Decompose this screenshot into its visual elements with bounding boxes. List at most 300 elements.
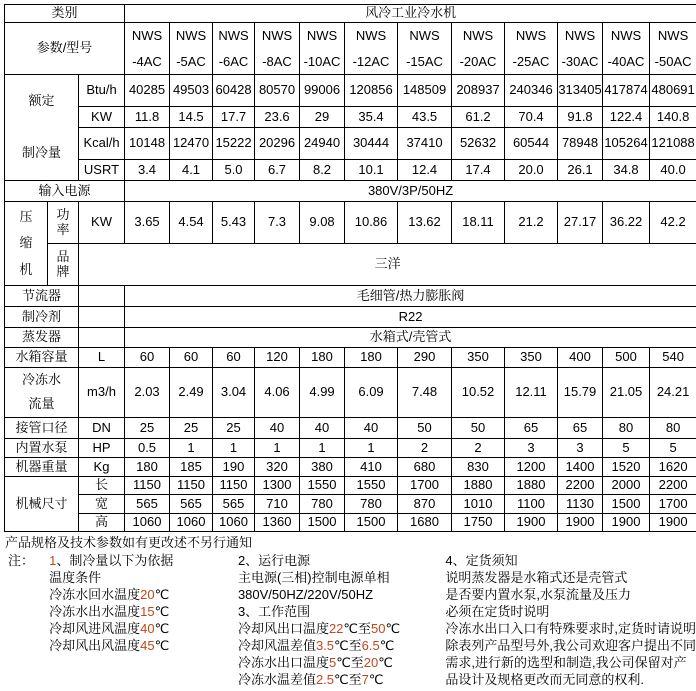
value-cell: 43.5 xyxy=(398,107,452,128)
value-cell: 65 xyxy=(505,418,558,439)
value-cell: 1060 xyxy=(170,514,213,532)
value-cell: 1620 xyxy=(650,458,696,477)
model-header-cell xyxy=(125,23,170,75)
note-line: 冷却风温差值3.5℃至6.5℃ xyxy=(237,638,395,653)
model-header-cell xyxy=(255,23,300,75)
compressor-brand-label-cell xyxy=(48,244,79,286)
compressor-power-label-cell-line: 功 xyxy=(56,206,70,222)
value-cell: 1150 xyxy=(213,477,255,495)
unit-cell: Kcal/h xyxy=(79,128,125,160)
table-row xyxy=(5,107,696,128)
value-cell: 17.7 xyxy=(213,107,255,128)
value-cell: 780 xyxy=(345,495,398,514)
merged-value-cell: 水箱式/壳管式 xyxy=(125,328,696,348)
value-cell: 15.79 xyxy=(558,368,603,418)
temperature-value: 15 xyxy=(140,604,155,619)
value-cell: 1060 xyxy=(213,514,255,532)
model-header-cell-line: NWS xyxy=(218,27,249,43)
temperature-value: 7 xyxy=(361,672,369,687)
value-cell: 60 xyxy=(213,348,255,368)
value-cell: 1700 xyxy=(650,495,696,514)
model-header-cell-line: -20AC xyxy=(459,53,497,69)
value-cell: 18.11 xyxy=(452,202,505,244)
unit-cell: KW xyxy=(79,202,125,244)
temperature-value: 50 xyxy=(371,621,386,636)
notes-column-2 xyxy=(238,552,445,688)
value-cell: 380 xyxy=(300,458,345,477)
value-cell: 20.0 xyxy=(505,160,558,181)
value-cell: 65 xyxy=(558,418,603,439)
value-cell: 140.8 xyxy=(650,107,696,128)
value-cell: 61.2 xyxy=(452,107,505,128)
value-cell: 12.11 xyxy=(505,368,558,418)
merged-value-cell: 毛细管/热力膨胀阀 xyxy=(125,286,696,307)
value-cell: 1 xyxy=(170,439,213,458)
empty-unit-cell xyxy=(79,328,125,348)
value-cell: 185 xyxy=(170,458,213,477)
note-line: 4、定货须知 xyxy=(445,553,518,568)
model-header-cell-line: NWS xyxy=(175,27,207,43)
value-cell: 1880 xyxy=(505,477,558,495)
value-cell: 21.2 xyxy=(505,202,558,244)
table-row xyxy=(5,75,696,107)
temperature-value: 5 xyxy=(328,655,337,670)
value-cell: 78948 xyxy=(558,128,603,160)
value-cell: 1 xyxy=(300,439,345,458)
value-cell: 3 xyxy=(558,439,603,458)
notes-column-1 xyxy=(49,552,238,688)
table-row xyxy=(5,495,696,514)
merged-value-cell: R22 xyxy=(125,307,696,328)
cooling-capacity-label-cell-line: 额定 xyxy=(28,93,55,109)
value-cell: 12.4 xyxy=(398,160,452,181)
value-cell: 36.22 xyxy=(603,202,650,244)
dimension-axis-cell: 高 xyxy=(79,514,125,532)
cooling-capacity-label-cell-line: 制冷量 xyxy=(21,145,61,161)
model-header-cell-line: -25AC xyxy=(512,53,550,69)
value-cell: 27.17 xyxy=(558,202,603,244)
value-cell: 29 xyxy=(300,107,345,128)
value-cell: 4.99 xyxy=(300,368,345,418)
table-row xyxy=(5,368,696,418)
value-cell: 40 xyxy=(255,418,300,439)
value-cell: 1 xyxy=(345,439,398,458)
value-cell: 2200 xyxy=(558,477,603,495)
value-cell: 10.52 xyxy=(452,368,505,418)
table-row xyxy=(5,514,696,532)
value-cell: 565 xyxy=(170,495,213,514)
temperature-value: 22 xyxy=(328,621,344,636)
value-cell: 1100 xyxy=(505,495,558,514)
value-cell: 1 xyxy=(255,439,300,458)
note-line: 冷冻水回水温度20℃ xyxy=(49,587,170,602)
value-cell: 1880 xyxy=(452,477,505,495)
compressor-brand-label-cell-line: 牌 xyxy=(56,263,70,279)
temperature-value: 2.5 xyxy=(315,672,335,687)
value-cell: 9.08 xyxy=(300,202,345,244)
value-cell: 15222 xyxy=(213,128,255,160)
value-cell: 208937 xyxy=(452,75,505,107)
value-cell: 2.03 xyxy=(125,368,170,418)
value-cell: 190 xyxy=(213,458,255,477)
row-label-cell xyxy=(5,368,79,418)
param-header-cell: 参数/型号 xyxy=(5,23,125,75)
value-cell: 105264 xyxy=(603,128,650,160)
value-cell: 60544 xyxy=(505,128,558,160)
value-cell: 320 xyxy=(255,458,300,477)
row-label-cell: 机器重量 xyxy=(5,458,79,477)
value-cell: 540 xyxy=(650,348,696,368)
value-cell: 5 xyxy=(650,439,696,458)
row-label-cell: 内置水泵 xyxy=(5,439,79,458)
value-cell: 1750 xyxy=(452,514,505,532)
value-cell: 50 xyxy=(452,418,505,439)
unit-cell: USRT xyxy=(79,160,125,181)
model-header-cell-line: NWS xyxy=(515,27,547,43)
dimension-axis-cell: 长 xyxy=(79,477,125,495)
note-line: 冷却风出风温度45℃ xyxy=(49,638,170,653)
value-cell: 34.8 xyxy=(603,160,650,181)
table-row xyxy=(5,202,696,244)
value-cell: 400 xyxy=(558,348,603,368)
value-cell: 1360 xyxy=(255,514,300,532)
brand-value-cell: 三洋 xyxy=(79,244,696,286)
note-line: 需求,进行新的选型和制造,我公司保留对产 xyxy=(445,655,687,670)
compressor-brand-label-cell-line: 品 xyxy=(56,248,70,264)
model-header-cell xyxy=(398,23,452,75)
value-cell: 49503 xyxy=(170,75,213,107)
model-header-cell-line: -40AC xyxy=(607,53,645,69)
value-cell: 1200 xyxy=(505,458,558,477)
row-label-cell: 水箱容量 xyxy=(5,348,79,368)
temperature-value: 3.5 xyxy=(315,638,335,653)
value-cell: 3.65 xyxy=(125,202,170,244)
unit-cell: HP xyxy=(79,439,125,458)
value-cell: 7.48 xyxy=(398,368,452,418)
model-header-cell-line: NWS xyxy=(261,27,293,43)
value-cell: 40.0 xyxy=(650,160,696,181)
value-cell: 565 xyxy=(125,495,170,514)
value-cell: 6.09 xyxy=(345,368,398,418)
value-cell: 1060 xyxy=(125,514,170,532)
cooling-capacity-label-cell xyxy=(5,75,79,181)
model-header-cell xyxy=(345,23,398,75)
power-input-label-cell: 输入电源 xyxy=(5,181,125,202)
value-cell: 80 xyxy=(603,418,650,439)
row-label-cell: 制冷剂 xyxy=(5,307,79,328)
table-row xyxy=(5,286,696,307)
value-cell: 1900 xyxy=(650,514,696,532)
value-cell: 1010 xyxy=(452,495,505,514)
value-cell: 10.1 xyxy=(345,160,398,181)
value-cell: 480691 xyxy=(650,75,696,107)
model-header-cell xyxy=(650,23,696,75)
value-cell: 14.5 xyxy=(170,107,213,128)
table-row xyxy=(5,128,696,160)
value-cell: 5.43 xyxy=(213,202,255,244)
value-cell: 1500 xyxy=(345,514,398,532)
model-header-cell xyxy=(170,23,213,75)
compressor-power-label-cell-line: 率 xyxy=(56,221,70,237)
compressor-power-label-cell xyxy=(48,202,79,244)
value-cell: 60428 xyxy=(213,75,255,107)
value-cell: 290 xyxy=(398,348,452,368)
value-cell: 80570 xyxy=(255,75,300,107)
value-cell: 42.2 xyxy=(650,202,696,244)
value-cell: 50 xyxy=(398,418,452,439)
note-line: 温度条件 xyxy=(49,570,102,585)
note-line: 是否要内置水泵,水泵流量及压力 xyxy=(445,587,631,602)
note-line: 必须在定货时说明 xyxy=(445,604,550,619)
value-cell: 30444 xyxy=(345,128,398,160)
value-cell: 25 xyxy=(213,418,255,439)
table-row xyxy=(5,160,696,181)
value-cell: 3.04 xyxy=(213,368,255,418)
value-cell: 25 xyxy=(125,418,170,439)
value-cell: 1680 xyxy=(398,514,452,532)
note-line: 除表列产品型号外,我公司欢迎客户提出不同 xyxy=(445,638,696,653)
table-row xyxy=(5,458,696,477)
note-line: 品设计及规格更改而无同意的权利. xyxy=(445,672,644,687)
unit-cell: Kg xyxy=(79,458,125,477)
value-cell: 91.8 xyxy=(558,107,603,128)
model-header-cell-line: -10AC xyxy=(303,53,341,69)
value-cell: 60 xyxy=(170,348,213,368)
model-header-cell xyxy=(505,23,558,75)
note-line: 冷却风出口温度22℃至50℃ xyxy=(237,621,401,636)
value-cell: 5 xyxy=(603,439,650,458)
value-cell: 99006 xyxy=(300,75,345,107)
model-header-cell-line: NWS xyxy=(355,27,387,43)
value-cell: 2200 xyxy=(650,477,696,495)
value-cell: 35.4 xyxy=(345,107,398,128)
model-header-cell xyxy=(213,23,255,75)
unit-cell: L xyxy=(79,348,125,368)
temperature-value: 20 xyxy=(140,587,155,602)
value-cell: 350 xyxy=(505,348,558,368)
value-cell: 40 xyxy=(345,418,398,439)
unit-cell: DN xyxy=(79,418,125,439)
empty-unit-cell xyxy=(79,307,125,328)
value-cell: 4.1 xyxy=(170,160,213,181)
category-value-cell: 风冷工业冷水机 xyxy=(125,5,696,23)
table-row xyxy=(5,439,696,458)
model-header-cell xyxy=(558,23,603,75)
value-cell: 0.5 xyxy=(125,439,170,458)
value-cell: 10148 xyxy=(125,128,170,160)
model-header-cell-line: -5AC xyxy=(176,53,206,69)
notes-section xyxy=(4,552,696,688)
row-label-cell: 接管口径 xyxy=(5,418,79,439)
value-cell: 4.06 xyxy=(255,368,300,418)
value-cell: 11.8 xyxy=(125,107,170,128)
compressor-label-cell-line: 压 xyxy=(19,208,33,224)
unit-cell: m3/h xyxy=(79,368,125,418)
note-line: 冷冻水出水温度15℃ xyxy=(49,604,170,619)
value-cell: 122.4 xyxy=(603,107,650,128)
value-cell: 52632 xyxy=(452,128,505,160)
value-cell: 60 xyxy=(125,348,170,368)
model-header-cell-line: NWS xyxy=(564,27,596,43)
value-cell: 1550 xyxy=(345,477,398,495)
value-cell: 1700 xyxy=(398,477,452,495)
temperature-value: 6.5 xyxy=(361,638,380,653)
value-cell: 680 xyxy=(398,458,452,477)
value-cell: 1900 xyxy=(505,514,558,532)
value-cell: 80 xyxy=(650,418,696,439)
value-cell: 313405 xyxy=(558,75,603,107)
empty-unit-cell xyxy=(79,286,125,307)
value-cell: 12470 xyxy=(170,128,213,160)
note-line: 冷冻水温差值2.5℃至7℃ xyxy=(237,672,384,687)
value-cell: 2.49 xyxy=(170,368,213,418)
table-row xyxy=(5,328,696,348)
value-cell: 6.7 xyxy=(255,160,300,181)
value-cell: 1300 xyxy=(255,477,300,495)
value-cell: 780 xyxy=(300,495,345,514)
value-cell: 1900 xyxy=(558,514,603,532)
value-cell: 830 xyxy=(452,458,505,477)
compressor-label-cell-line: 缩 xyxy=(19,235,33,251)
value-cell: 70.4 xyxy=(505,107,558,128)
table-row xyxy=(5,477,696,495)
value-cell: 26.1 xyxy=(558,160,603,181)
value-cell: 1500 xyxy=(300,514,345,532)
table-row xyxy=(5,181,696,202)
value-cell: 40 xyxy=(300,418,345,439)
table-row xyxy=(5,418,696,439)
value-cell: 500 xyxy=(603,348,650,368)
value-cell: 13.62 xyxy=(398,202,452,244)
note-line: 冷冻水出口温度5℃至20℃ xyxy=(237,655,393,670)
value-cell: 17.4 xyxy=(452,160,505,181)
model-header-cell-line: -8AC xyxy=(262,53,292,69)
value-cell: 8.2 xyxy=(300,160,345,181)
model-header-cell-line: NWS xyxy=(610,27,642,43)
value-cell: 21.05 xyxy=(603,368,650,418)
value-cell: 1550 xyxy=(300,477,345,495)
value-cell: 870 xyxy=(398,495,452,514)
temperature-value: 45 xyxy=(140,638,155,653)
row-label-cell-line: 流量 xyxy=(28,396,55,412)
disclaimer-text: 产品规格及技术参数如有更改述不另行通知 xyxy=(5,535,253,550)
value-cell: 2000 xyxy=(603,477,650,495)
temperature-value: 1 xyxy=(49,553,57,568)
row-label-cell-line: 冷冻水 xyxy=(21,372,61,388)
value-cell: 121088 xyxy=(650,128,696,160)
model-header-cell-line: -30AC xyxy=(561,53,599,69)
value-cell: 1500 xyxy=(603,495,650,514)
compressor-label-cell xyxy=(5,202,48,286)
value-cell: 7.3 xyxy=(255,202,300,244)
model-header-cell-line: NWS xyxy=(462,27,494,43)
dimensions-label-cell: 机械尺寸 xyxy=(5,477,79,532)
model-header-cell-line: -15AC xyxy=(406,53,443,69)
value-cell: 240346 xyxy=(505,75,558,107)
value-cell: 3.4 xyxy=(125,160,170,181)
note-line: 1、制冷量以下为依据 xyxy=(49,553,174,568)
value-cell: 23.6 xyxy=(255,107,300,128)
value-cell: 3 xyxy=(505,439,558,458)
temperature-value: 40 xyxy=(140,621,155,636)
table-row xyxy=(5,348,696,368)
category-label-cell: 类别 xyxy=(5,5,125,23)
model-header-cell-line: -4AC xyxy=(132,53,162,69)
table-row xyxy=(5,244,696,286)
table-row xyxy=(5,23,696,75)
power-input-value-cell: 380V/3P/50HZ xyxy=(125,181,696,202)
value-cell: 120856 xyxy=(345,75,398,107)
model-header-cell-line: NWS xyxy=(131,27,163,43)
notes-prefix: 注： xyxy=(8,553,35,568)
model-header-cell-line: NWS xyxy=(657,27,689,43)
value-cell: 2 xyxy=(398,439,452,458)
value-cell: 20296 xyxy=(255,128,300,160)
model-header-cell-line: -12AC xyxy=(352,53,390,69)
notes-column-3 xyxy=(445,552,696,688)
note-line: 2、运行电源 xyxy=(237,553,311,568)
value-cell: 180 xyxy=(125,458,170,477)
table-row xyxy=(5,5,696,23)
value-cell: 120 xyxy=(255,348,300,368)
value-cell: 565 xyxy=(213,495,255,514)
value-cell: 1150 xyxy=(170,477,213,495)
value-cell: 350 xyxy=(452,348,505,368)
note-line: 冷却风进风温度40℃ xyxy=(49,621,170,636)
model-header-cell xyxy=(300,23,345,75)
value-cell: 180 xyxy=(300,348,345,368)
model-header-cell-line: -6AC xyxy=(218,53,249,69)
value-cell: 710 xyxy=(255,495,300,514)
value-cell: 417874 xyxy=(603,75,650,107)
value-cell: 24940 xyxy=(300,128,345,160)
note-line: 主电源(三相)控制电源单相 xyxy=(237,570,390,585)
row-label-cell: 节流器 xyxy=(5,286,79,307)
model-header-cell xyxy=(452,23,505,75)
compressor-label-cell-line: 机 xyxy=(19,261,33,277)
chiller-spec-table xyxy=(4,4,696,532)
value-cell: 1150 xyxy=(125,477,170,495)
note-line: 3、工作范围 xyxy=(237,604,311,619)
dimension-axis-cell: 宽 xyxy=(79,495,125,514)
value-cell: 5.0 xyxy=(213,160,255,181)
model-header-cell-line: NWS xyxy=(306,27,338,43)
value-cell: 148509 xyxy=(398,75,452,107)
value-cell: 180 xyxy=(345,348,398,368)
unit-cell: KW xyxy=(79,107,125,128)
value-cell: 1520 xyxy=(603,458,650,477)
note-line: 说明蒸发器是水箱式还是壳管式 xyxy=(445,570,628,585)
value-cell: 410 xyxy=(345,458,398,477)
model-header-cell-line: -50AC xyxy=(654,53,692,69)
value-cell: 37410 xyxy=(398,128,452,160)
value-cell: 1 xyxy=(213,439,255,458)
value-cell: 25 xyxy=(170,418,213,439)
value-cell: 10.86 xyxy=(345,202,398,244)
value-cell: 4.54 xyxy=(170,202,213,244)
row-label-cell: 蒸发器 xyxy=(5,328,79,348)
value-cell: 1400 xyxy=(558,458,603,477)
table-row xyxy=(5,307,696,328)
value-cell: 2 xyxy=(452,439,505,458)
temperature-value: 20 xyxy=(363,655,379,670)
note-line: 冷冻水出口入口有特殊要求时,定货时请说明 xyxy=(445,621,696,636)
note-line: 380V/50HZ/220V/50HZ xyxy=(237,587,374,602)
value-cell: 1130 xyxy=(558,495,603,514)
value-cell: 24.21 xyxy=(650,368,696,418)
model-header-cell xyxy=(603,23,650,75)
model-header-cell-line: NWS xyxy=(409,27,440,43)
